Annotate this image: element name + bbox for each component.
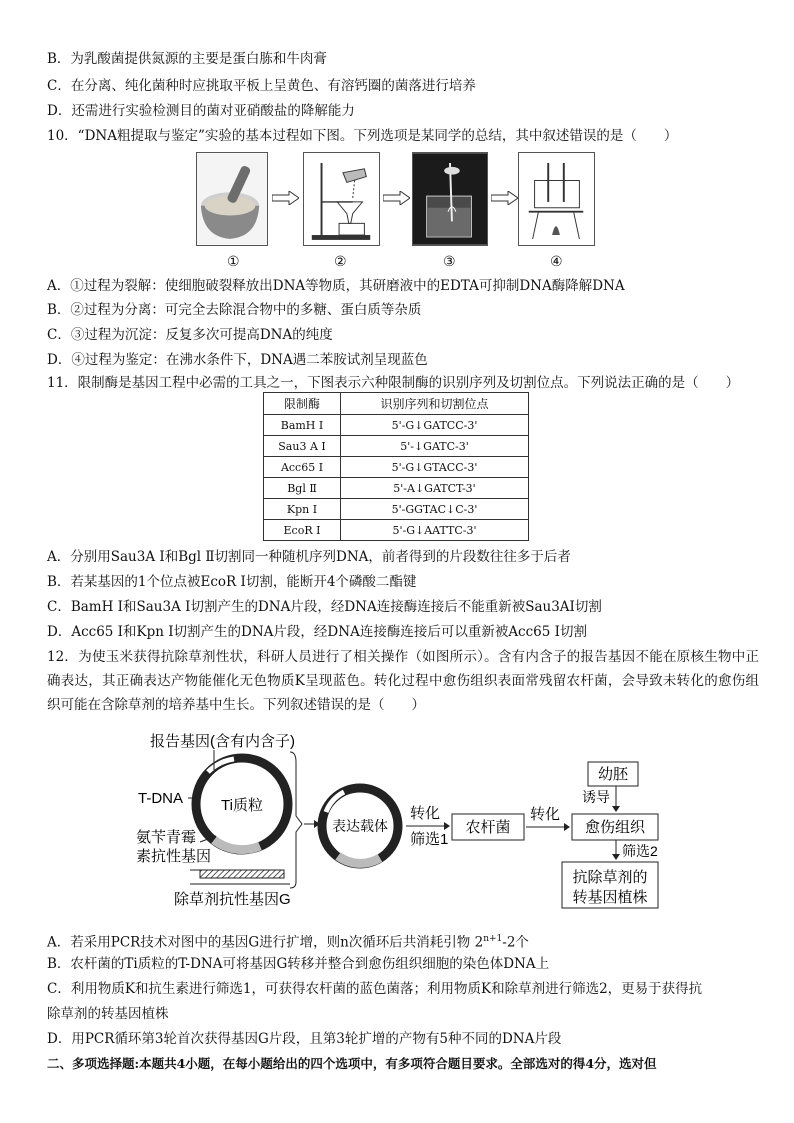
plant-label-1: 抗除草剂的 bbox=[572, 869, 648, 886]
q12-option-c-cont: 除草剂的转基因植株 bbox=[47, 1006, 169, 1022]
screen-label-2: 筛选2 bbox=[622, 843, 658, 859]
transform-label-2: 转化 bbox=[530, 806, 561, 823]
table-cell: 5'-G↓GTACC-3' bbox=[341, 457, 529, 478]
q11-option-a: A．分别用Sau3A Ⅰ和Bgl Ⅱ切割同一种随机序列DNA，前者得到的片段数往往多于后者 bbox=[47, 549, 571, 565]
q12-option-a-text: A．若采用PCR技术对图中的基因G进行扩增，则n次循环后共消耗引物 2 bbox=[47, 934, 484, 951]
mortar-grinding-image bbox=[196, 152, 268, 246]
restriction-enzyme-table bbox=[263, 392, 529, 541]
q12-option-b: B．农杆菌的Ti质粒的T-DNA可将基因G转移并整合到愈伤组织细胞的染色体DNA上 bbox=[47, 956, 550, 972]
q12-option-d: D．用PCR循环第3轮首次获得基因G片段，且第3轮扩增的产物有5种不同的DNA片段 bbox=[47, 1031, 562, 1047]
table-row bbox=[264, 415, 529, 436]
heating-identification-image bbox=[518, 152, 595, 246]
q9-option-c: C．在分离、纯化菌种时应挑取平板上呈黄色、有溶钙圈的菌落进行培养 bbox=[47, 78, 476, 94]
induce-label: 诱导 bbox=[582, 789, 610, 805]
q10-option-a: A．①过程为裂解：使细胞破裂释放出DNA等物质，其研磨液中的EDTA可抑制DNA酶降解DNA bbox=[47, 278, 625, 294]
arrow-right-icon bbox=[491, 191, 518, 205]
q10-option-c: C．③过程为沉淀：反复多次可提高DNA的纯度 bbox=[47, 327, 333, 343]
table-header: 识别序列和切割位点 bbox=[341, 393, 529, 415]
callus-label: 愈伤组织 bbox=[584, 819, 646, 836]
q11-option-c: C．BamH Ⅰ和Sau3A Ⅰ切割产生的DNA片段，经DNA连接酶连接后不能重新被Sau3AI切割 bbox=[47, 599, 602, 615]
q12-option-c: C．利用物质K和抗生素进行筛选1，可获得农杆菌的蓝色菌落；利用物质K和除草剂进行筛选2，更易于获得抗 bbox=[47, 981, 703, 997]
agrobacterium-label: 农杆菌 bbox=[465, 819, 511, 836]
ti-plasmid-label: Ti质粒 bbox=[221, 797, 263, 814]
table-cell: BamH Ⅰ bbox=[264, 415, 341, 436]
plant-label-2: 转基因植株 bbox=[572, 889, 648, 906]
table-cell: 5'-G↓AATTC-3' bbox=[341, 520, 529, 541]
q12-stem: 12．为使玉米获得抗除草剂性状，科研人员进行了相关操作（如图所示）。含有内含子的报告基因不能在原核生物中正确表达，其正确表达产物能催化无色物质K呈现蓝色。转化过程中愈伤组织表面常残留农杆菌，会导致未转化的愈伤组织可能在含除草剂的培养基中生长。下列叙述错误的是（ ） bbox=[47, 649, 759, 713]
reporter-gene-label: 报告基因(含有内含子) bbox=[150, 733, 295, 750]
ampicillin-label: 氨苄青霉 bbox=[136, 829, 197, 846]
transform-label-1: 转化 bbox=[410, 805, 441, 822]
q12-option-a-exponent: n+1 bbox=[483, 934, 503, 944]
step-label-1: ① bbox=[227, 254, 240, 270]
q11-stem: 11．限制酶是基因工程中必需的工具之一，下图表示六种限制酶的识别序列及切割位点。下列说法正确的是（ ） bbox=[47, 375, 740, 391]
step-label-3: ③ bbox=[443, 254, 456, 270]
embryo-label: 幼胚 bbox=[597, 766, 629, 783]
q10-option-b: B．②过程为分离：可完全去除混合物中的多糖、蛋白质等杂质 bbox=[47, 302, 422, 318]
herbicide-gene-label: 除草剂抗性基因G bbox=[174, 891, 291, 908]
step-label-4: ④ bbox=[550, 254, 563, 270]
table-cell: 5'-↓GATC-3' bbox=[341, 436, 529, 457]
q9-option-d: D．还需进行实验检测目的菌对亚硝酸盐的降解能力 bbox=[47, 103, 355, 119]
transformation-diagram bbox=[130, 732, 700, 922]
table-cell: Acc65 Ⅰ bbox=[264, 457, 341, 478]
q10-stem: 10．“DNA粗提取与鉴定”实验的基本过程如下图。下列选项是某同学的总结，其中叙述错误的是（ ） bbox=[47, 128, 678, 144]
section-heading: 二、多项选择题:本题共4小题，在每小题给出的四个选项中，有多项符合题目要求。全部选对的得4分，选对但 bbox=[47, 1056, 657, 1071]
table-header: 限制酶 bbox=[264, 393, 341, 415]
table-cell: Sau3 A Ⅰ bbox=[264, 436, 341, 457]
table-cell: 5'-A↓GATCT-3' bbox=[341, 478, 529, 499]
table-row bbox=[264, 499, 529, 520]
ampicillin-label-2: 素抗性基因 bbox=[136, 848, 212, 865]
screen-label-1: 筛选1 bbox=[410, 831, 449, 848]
table-header-row bbox=[264, 393, 529, 415]
table-cell: Bgl Ⅱ bbox=[264, 478, 341, 499]
table-row bbox=[264, 457, 529, 478]
table-row bbox=[264, 478, 529, 499]
q12-option-a bbox=[47, 929, 529, 953]
table-row bbox=[264, 520, 529, 541]
table-row bbox=[264, 436, 529, 457]
q9-option-b: B．为乳酸菌提供氮源的主要是蛋白胨和牛肉膏 bbox=[47, 51, 327, 67]
expression-vector-label: 表达载体 bbox=[332, 818, 388, 834]
table-cell: 5'-GGTAC↓C-3' bbox=[341, 499, 529, 520]
q10-option-d: D．④过程为鉴定：在沸水条件下，DNA遇二苯胺试剂呈现蓝色 bbox=[47, 352, 428, 368]
filtration-setup-image bbox=[303, 152, 380, 246]
q11-option-d: D．Acc65 Ⅰ和Kpn Ⅰ切割产生的DNA片段，经DNA连接酶连接后可以重新被Acc65 Ⅰ切割 bbox=[47, 624, 587, 640]
table-cell: 5'-G↓GATCC-3' bbox=[341, 415, 529, 436]
q11-option-b: B．若某基因的1个位点被EcoR Ⅰ切割，能断开4个磷酸二酯键 bbox=[47, 574, 417, 590]
arrow-right-icon bbox=[383, 191, 410, 205]
step-label-2: ② bbox=[334, 254, 347, 270]
dna-precipitation-image bbox=[412, 152, 488, 246]
q12-option-a-tail: -2个 bbox=[502, 934, 529, 951]
tdna-label: T-DNA bbox=[138, 790, 183, 807]
table-cell: Kpn Ⅰ bbox=[264, 499, 341, 520]
arrow-right-icon bbox=[272, 191, 299, 205]
table-cell: EcoR Ⅰ bbox=[264, 520, 341, 541]
